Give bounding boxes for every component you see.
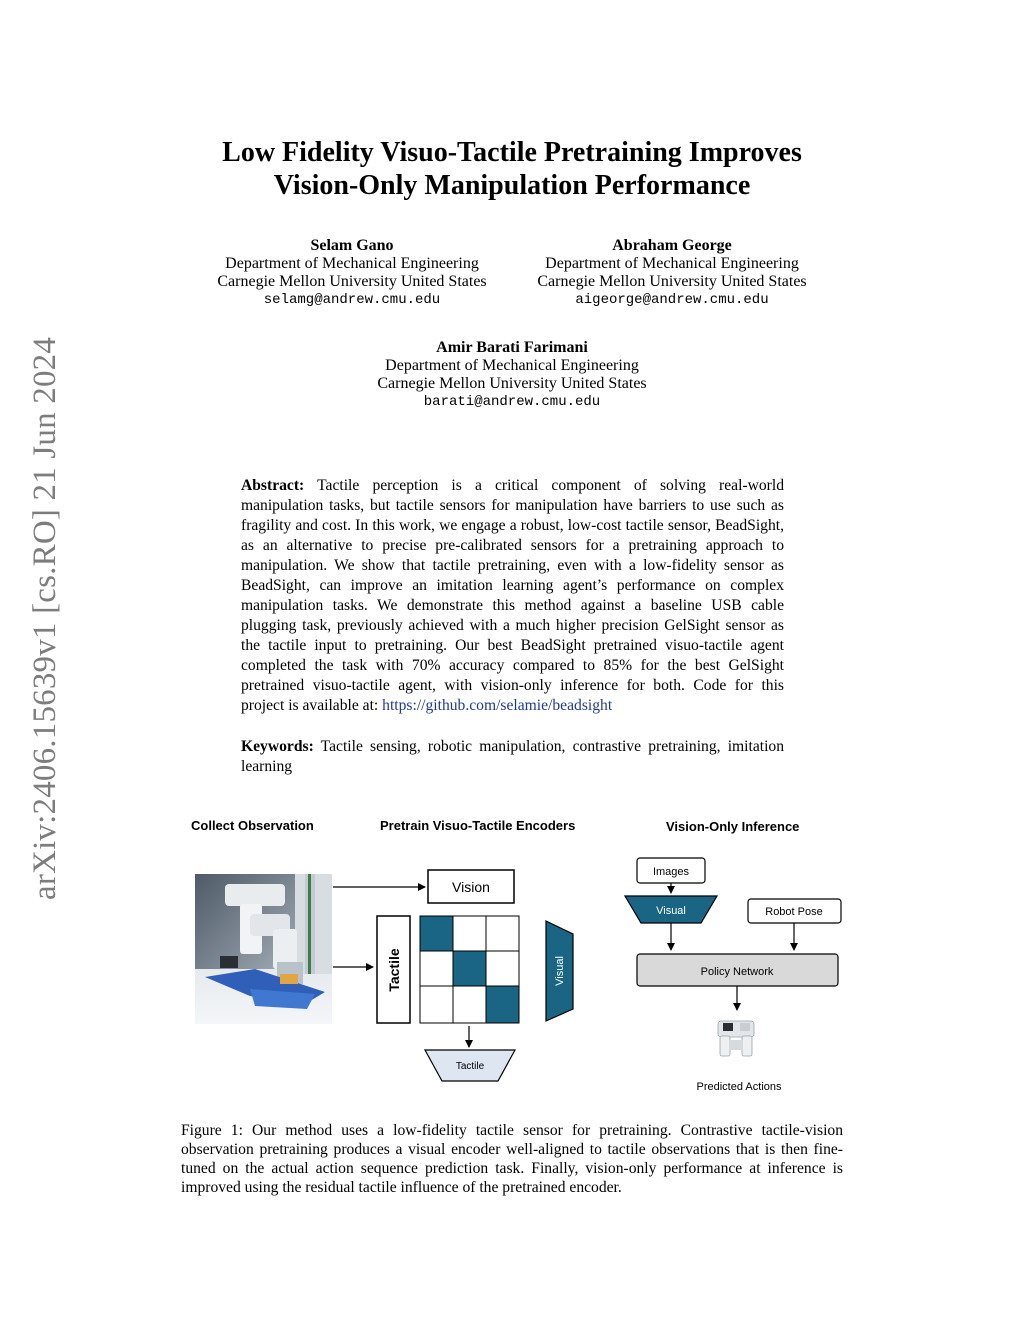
author-department: Department of Mechanical Engineering xyxy=(545,255,799,272)
code-link[interactable]: https://github.com/selamie/beadsight xyxy=(382,697,613,714)
gripper-icon xyxy=(718,1021,754,1056)
author-email[interactable]: aigeorge@andrew.cmu.edu xyxy=(575,292,769,308)
author-block-3 xyxy=(352,339,672,411)
similarity-matrix xyxy=(420,916,519,1023)
author-name: Selam Gano xyxy=(310,237,394,254)
title-line-2: Vision-Only Manipulation Performance xyxy=(273,170,751,201)
author-block-2 xyxy=(512,237,832,309)
keywords-label: Keywords: xyxy=(241,738,314,755)
matrix-cell-3-3 xyxy=(486,986,519,1023)
visual-label: Visual xyxy=(656,905,686,917)
tactile-encoder-label: Tactile xyxy=(455,1061,485,1072)
matrix-cell-1-2 xyxy=(453,916,486,951)
keywords-text: Tactile sensing, robotic manipulation, contrastive pretraining, imitation learning xyxy=(241,738,784,775)
arxiv-identifier: arXiv:2406.15639v1 [cs.RO] 21 Jun 2024 xyxy=(27,336,63,900)
matrix-cell-3-1 xyxy=(420,986,453,1023)
author-email[interactable]: barati@andrew.cmu.edu xyxy=(423,394,601,410)
author-affiliation: Carnegie Mellon University United States xyxy=(217,273,487,290)
author-name: Amir Barati Farimani xyxy=(436,339,588,356)
author-department: Department of Mechanical Engineering xyxy=(225,255,479,272)
paper-title xyxy=(150,136,874,202)
figure-caption: Figure 1: Our method uses a low-fidelity tactile sensor for pretraining. Contrastive tactile-vision observation pretraining produces a visual encoder well-aligned to tactile observations that is then fine-tuned on the actual action sequence prediction task. Finally, vision-only performance at inference is improved using the residual tactile influence of the pretrained encoder. xyxy=(181,1122,843,1196)
robot-pose-label: Robot Pose xyxy=(765,906,823,918)
images-label: Images xyxy=(652,866,690,878)
heading-vision-only-inference: Vision-Only Inference xyxy=(666,819,800,834)
author-email[interactable]: selamg@andrew.cmu.edu xyxy=(263,292,441,308)
author-affiliation: Carnegie Mellon University United States xyxy=(377,375,647,392)
author-affiliation: Carnegie Mellon University United States xyxy=(537,273,807,290)
heading-collect-observation: Collect Observation xyxy=(191,818,314,833)
vision-label: Vision xyxy=(452,879,490,895)
tactile-vertical-label: Tactile xyxy=(386,948,402,992)
author-block-1 xyxy=(192,237,512,309)
keywords xyxy=(241,737,784,777)
matrix-cell-2-2 xyxy=(453,951,486,986)
author-department: Department of Mechanical Engineering xyxy=(385,357,639,374)
method-diagram xyxy=(180,810,860,1110)
heading-pretrain-encoders: Pretrain Visuo-Tactile Encoders xyxy=(380,818,576,833)
predicted-actions-label: Predicted Actions xyxy=(696,1081,782,1093)
matrix-cell-2-1 xyxy=(420,951,453,986)
author-name: Abraham George xyxy=(612,237,732,254)
abstract-text: Tactile perception is a critical component of solving real-world manipulation tasks, but tactile sensors for manipulation have barriers to use such as fragility and cost. In this work, we engage a robust, low-cost tactile sensor, BeadSight, as an alternative to precise pre-calibrated sensors for a pretraining approach to manipulation. We show that tactile pretraining, even with a low-fidelity sensor as BeadSight, can improve an imitation learning agent’s performance on complex manipulation tasks. We demonstrate this method against a baseline USB cable plugging task, previously achieved with a much higher precision GelSight sensor as the tactile input to pretraining. Our best BeadSight pretrained visuo-tactile agent completed the task with 70% accuracy compared to 85% for the best GelSight pretrained visuo-tactile agent, with vision-only inference for both. Code for this project is available at: xyxy=(241,477,784,714)
matrix-cell-3-2 xyxy=(453,986,486,1023)
abstract-label: Abstract: xyxy=(241,477,305,494)
visual-vertical-label: Visual xyxy=(554,956,566,986)
matrix-cell-1-3 xyxy=(486,916,519,951)
title-line-1: Low Fidelity Visuo-Tactile Pretraining Improves xyxy=(222,137,802,168)
matrix-cell-2-3 xyxy=(486,951,519,986)
abstract xyxy=(241,476,784,716)
policy-network-label: Policy Network xyxy=(700,966,774,978)
matrix-cell-1-1 xyxy=(420,916,453,951)
